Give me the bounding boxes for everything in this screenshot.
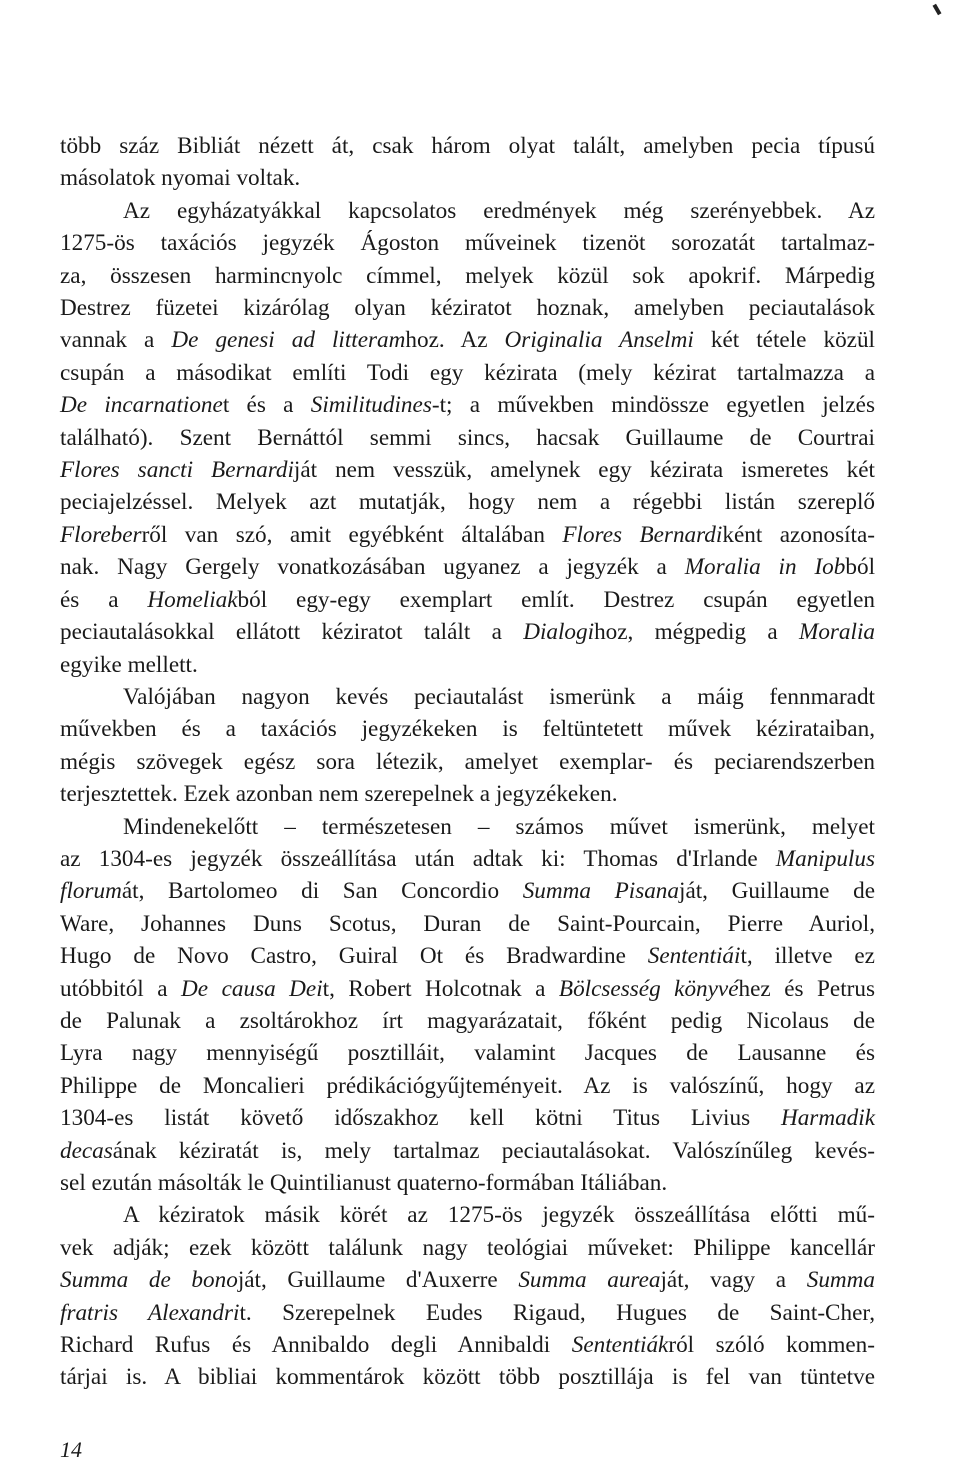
text-line: Destrez füzetei kizárólag olyan kéziratot hoznak, amelyben peciautalások [60, 295, 875, 322]
text-line: Hugo de Novo Castro, Guiral Ot és Bradwardine Sententiáit, illetve ez [60, 943, 875, 970]
text-line: csupán a másodikat említi Todi egy kézirata (mely kézirat tartalmazza a [60, 359, 875, 386]
text-line: 1275-ös taxációs jegyzék Ágoston műveinek tizenöt sorozatát tartalmaz- [60, 230, 875, 257]
text-line: Richard Rufus és Annibaldo degli Annibaldi Sententiákról szóló kommen- [60, 1332, 875, 1359]
text-line: de Palunak a zsoltárokhoz írt magyarázatait, főként pedig Nicolaus de [60, 1007, 875, 1034]
text-line: másolatok nyomai voltak. [60, 165, 301, 192]
text-line: Ware, Johannes Duns Scotus, Duran de Saint-Pourcain, Pierre Auriol, [60, 910, 875, 937]
text-line: nak. Nagy Gergely vonatkozásában ugyanez a jegyzék a Moralia in Iobból [60, 554, 876, 581]
text-line: peciajelzéssel. Melyek azt mutatják, hogy nem a régebbi listán szereplő [60, 489, 875, 516]
text-line: mégis szövegek egész sora létezik, amelyet exemplar- és peciarendszerben [60, 748, 875, 775]
scan-mark [933, 4, 942, 16]
text-line: utóbbitól a De causa Deit, Robert Holcotnak a Bölcsesség könyvéhez és Petrus [60, 975, 875, 1002]
text-line: több száz Bibliát nézett át, csak három olyat talált, amelyben pecia típusú [60, 133, 875, 159]
text-line: florumát, Bartolomeo di San Concordio Summa Pisanaját, Guillaume de [60, 878, 875, 905]
text-line: az 1304-es jegyzék összeállítása után adtak ki: Thomas d'Irlande Manipulus [60, 845, 875, 872]
text-line: egyike mellett. [60, 651, 198, 678]
body-text [60, 130, 875, 1394]
text-line: za, összesen harmincnyolc címmel, melyek közül sok apokrif. Márpedig [60, 262, 875, 289]
text-line: vannak a De genesi ad litteramhoz. Az Originalia Anselmi két tétele közül [60, 327, 875, 354]
text-line: terjesztettek. Ezek azonban nem szerepelnek a jegyzékeken. [60, 781, 618, 808]
text-line: decasának kéziratát is, mely tartalmaz peciautalásokat. Valószínűleg kevés- [60, 1137, 875, 1164]
text-line: Floreberről van szó, amit egyébként általában Flores Bernardiként azonosíta- [60, 521, 876, 548]
text-line: 1304-es listát követő időszakhoz kell kötni Titus Livius Harmadik [60, 1105, 875, 1132]
text-line: Valójában nagyon kevés peciautalást ismerünk a máig fennmaradt [123, 683, 875, 710]
text-line: fratris Alexandrit. Szerepelnek Eudes Rigaud, Hugues de Saint-Cher, [60, 1299, 875, 1326]
text-line: művekben és a taxációs jegyzékeken is feltüntetett művek kézirataiban, [60, 716, 875, 743]
text-line: De incarnationet és a Similitudines-t; a művekben mindössze egyetlen jelzés [60, 392, 875, 419]
text-line: Flores sancti Bernardiját nem vesszük, amelynek egy kézirata ismeretes két [60, 457, 875, 484]
text-line: található). Szent Bernáttól semmi sincs, hacsak Guillaume de Courtrai [60, 424, 875, 451]
text-line: Summa de bonoját, Guillaume d'Auxerre Summa aureaját, vagy a Summa [60, 1267, 875, 1294]
text-line: vek adják; ezek között találunk nagy teológiai műveket: Philippe kancellár [60, 1234, 875, 1261]
text-line: és a Homeliakból egy-egy exemplart említ. Destrez csupán egyetlen [60, 586, 876, 613]
text-line: Az egyházatyákkal kapcsolatos eredmények még szerényebbek. Az [123, 197, 875, 224]
text-line: peciautalásokkal ellátott kéziratot talált a Dialogihoz, mégpedig a Moralia [60, 619, 876, 646]
text-line: tárjai is. A bibliai kommentárok között több posztillája is fel van tüntetve [60, 1364, 875, 1391]
text-line: Mindenekelőtt – természetesen – számos művet ismerünk, melyet [123, 813, 875, 840]
text-line: A kéziratok másik körét az 1275-ös jegyzék összeállítása előtti mű- [123, 1202, 875, 1229]
page-number: 14 [60, 1437, 82, 1462]
text-line: sel ezután másolták le Quintilianust quaterno-formában Itáliában. [60, 1170, 668, 1196]
text-line: Philippe de Moncalieri prédikációgyűjteményeit. Az is valószínű, hogy az [60, 1072, 875, 1099]
text-line: Lyra nagy mennyiségű posztilláit, valamint Jacques de Lausanne és [60, 1040, 875, 1067]
